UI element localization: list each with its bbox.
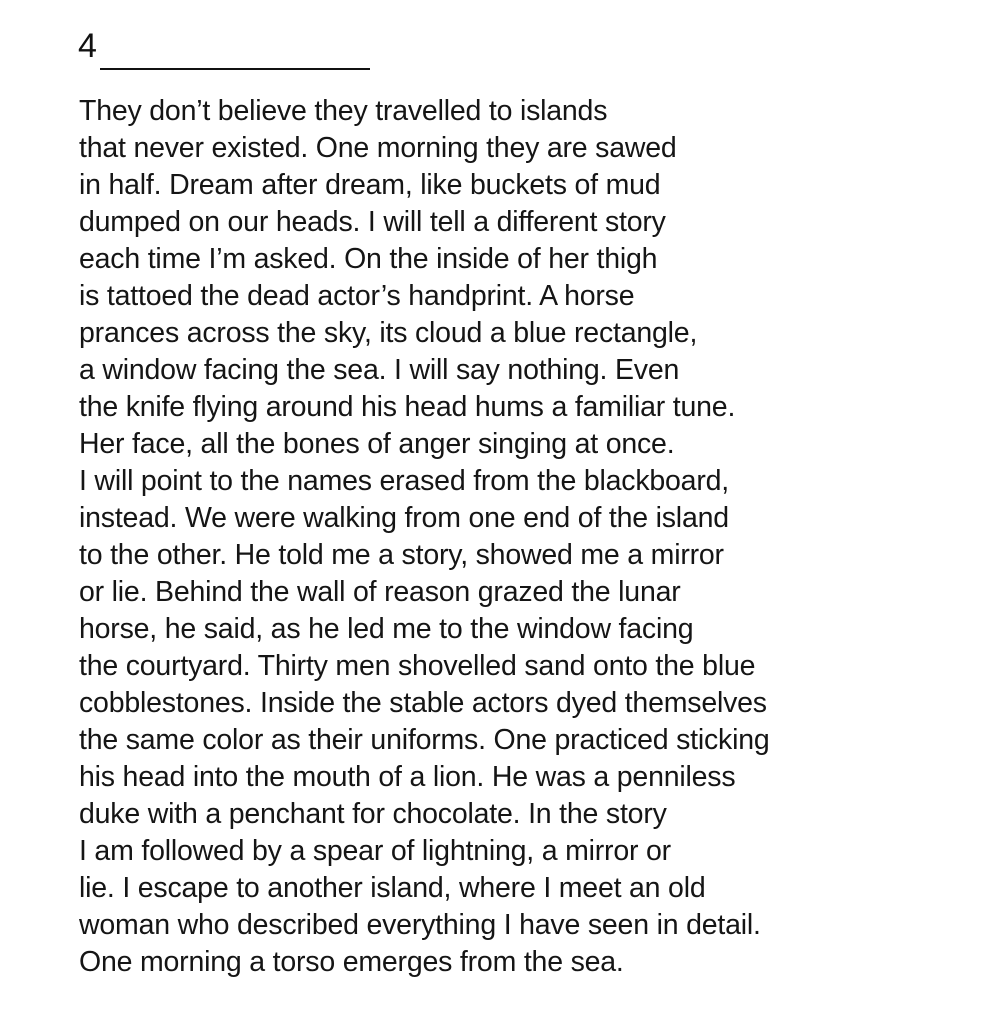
poem-line: each time I’m asked. On the inside of her thigh: [79, 243, 658, 275]
poem-text: [79, 93, 979, 981]
poem-line: cobblestones. Inside the stable actors dyed themselves: [79, 687, 767, 719]
poem-line: Her face, all the bones of anger singing at once.: [79, 428, 675, 460]
poem-line: in half. Dream after dream, like buckets of mud: [79, 169, 661, 201]
poem-line: I am followed by a spear of lightning, a mirror or: [79, 835, 671, 867]
poem-line: the knife flying around his head hums a familiar tune.: [79, 391, 736, 423]
poem-line: a window facing the sea. I will say nothing. Even: [79, 354, 680, 386]
poem-line: to the other. He told me a story, showed me a mirror: [79, 539, 724, 571]
poem-line: lie. I escape to another island, where I meet an old: [79, 872, 706, 904]
poem-line: the courtyard. Thirty men shovelled sand onto the blue: [79, 650, 756, 682]
poem-line: One morning a torso emerges from the sea.: [79, 946, 624, 978]
poem-line: or lie. Behind the wall of reason grazed the lunar: [79, 576, 681, 608]
poem-line: instead. We were walking from one end of the island: [79, 502, 729, 534]
section-number: 4: [78, 27, 97, 65]
section-rule: [100, 68, 370, 70]
poem-line: his head into the mouth of a lion. He was a penniless: [79, 761, 736, 793]
poem-line: the same color as their uniforms. One practiced sticking: [79, 724, 770, 756]
poem-line: I will point to the names erased from the blackboard,: [79, 465, 729, 497]
poem-line: that never existed. One morning they are sawed: [79, 132, 677, 164]
poem-line: prances across the sky, its cloud a blue rectangle,: [79, 317, 698, 349]
poem-line: woman who described everything I have seen in detail.: [79, 909, 761, 941]
poem-line: They don’t believe they travelled to islands: [79, 95, 608, 127]
poem-line: dumped on our heads. I will tell a different story: [79, 206, 666, 238]
poem-line: duke with a penchant for chocolate. In the story: [79, 798, 667, 830]
poem-line: is tattoed the dead actor’s handprint. A horse: [79, 280, 635, 312]
poem-line: horse, he said, as he led me to the window facing: [79, 613, 694, 645]
